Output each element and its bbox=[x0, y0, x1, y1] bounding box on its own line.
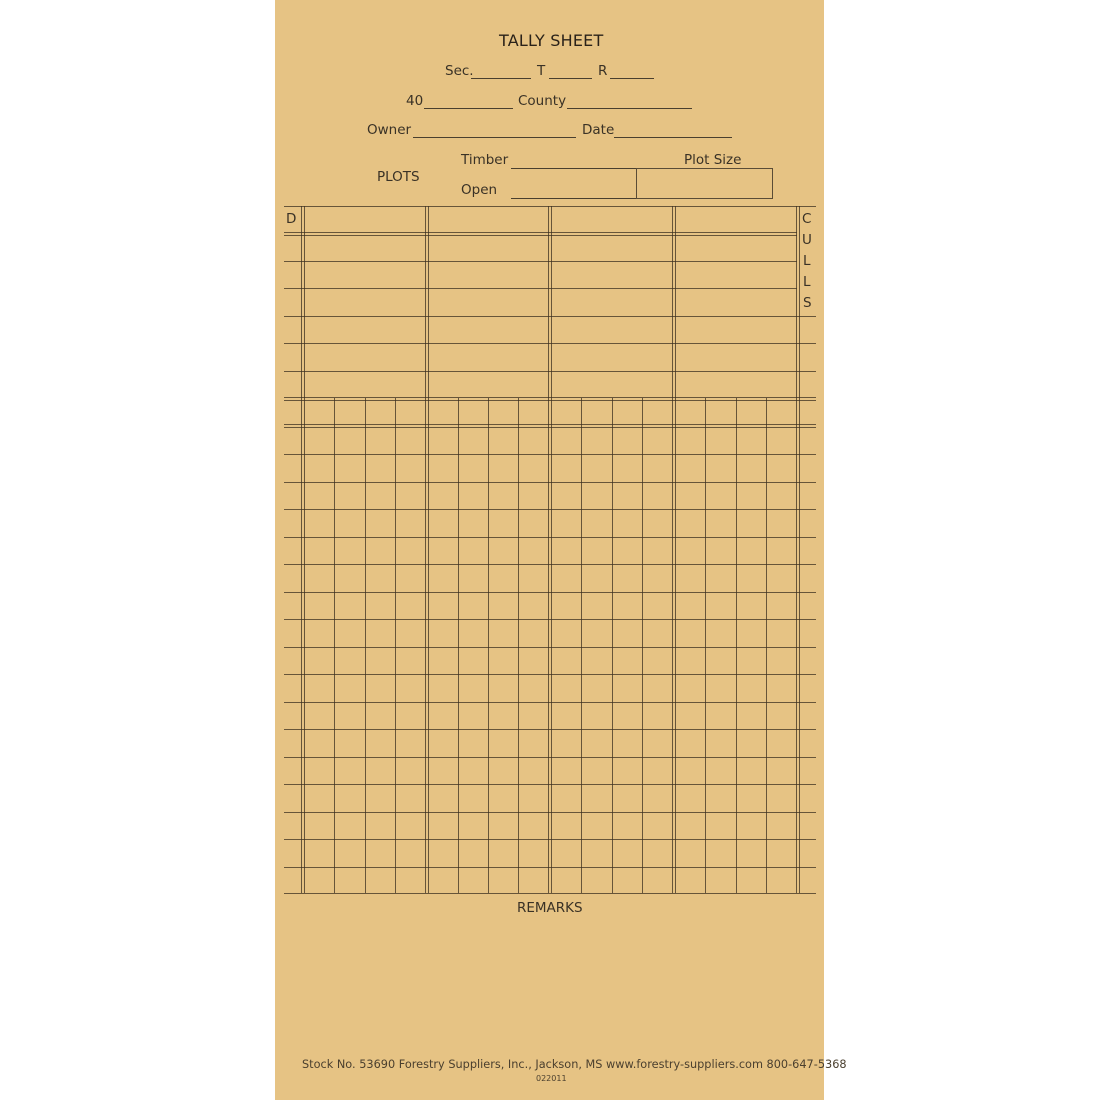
grid-subcolumn-line bbox=[488, 398, 489, 893]
grid-row-line bbox=[284, 232, 797, 233]
timber-label: Timber bbox=[461, 152, 509, 168]
grid-row-line bbox=[284, 316, 797, 317]
culls-letter-l2: L bbox=[803, 274, 811, 290]
grid-subcolumn-line bbox=[642, 398, 643, 893]
t-field[interactable] bbox=[549, 78, 592, 79]
remarks-area[interactable] bbox=[284, 920, 816, 1040]
county-label: County bbox=[518, 93, 567, 109]
grid-column-line bbox=[301, 206, 302, 893]
grid-row-line bbox=[284, 235, 797, 236]
r-field[interactable] bbox=[610, 78, 654, 79]
plot-size-label: Plot Size bbox=[684, 152, 742, 168]
grid-column-line bbox=[304, 206, 305, 893]
grid-column-line bbox=[799, 206, 800, 893]
culls-letter-u: U bbox=[802, 232, 812, 248]
grid-column-line bbox=[672, 206, 673, 893]
open-field[interactable] bbox=[511, 198, 637, 199]
open-label: Open bbox=[461, 182, 498, 198]
grid-row-line bbox=[284, 371, 816, 372]
county-field[interactable] bbox=[567, 108, 692, 109]
footer-code: 022011 bbox=[536, 1074, 567, 1083]
grid-subcolumn-line bbox=[581, 398, 582, 893]
grid-subcolumn-line bbox=[334, 398, 335, 893]
grid-column-line bbox=[548, 206, 549, 893]
grid-subcolumn-line bbox=[766, 398, 767, 893]
grid-row-line bbox=[284, 343, 816, 344]
grid-column-line bbox=[551, 206, 552, 893]
plots-label: PLOTS bbox=[377, 169, 420, 185]
grid-column-line bbox=[428, 206, 429, 893]
culls-letter-c: C bbox=[802, 211, 812, 227]
grid-row-line bbox=[284, 288, 797, 289]
t-label: T bbox=[537, 63, 546, 79]
culls-letter-s: S bbox=[803, 295, 812, 311]
grid-subcolumn-line bbox=[365, 398, 366, 893]
date-label: Date bbox=[582, 122, 615, 138]
owner-field[interactable] bbox=[413, 137, 576, 138]
owner-label: Owner bbox=[367, 122, 412, 138]
grid-subcolumn-line bbox=[612, 398, 613, 893]
culls-letter-l1: L bbox=[803, 253, 811, 269]
grid-subcolumn-line bbox=[736, 398, 737, 893]
grid-subcolumn-line bbox=[458, 398, 459, 893]
grid-column-line bbox=[425, 206, 426, 893]
grid-subcolumn-line bbox=[518, 398, 519, 893]
sec-label: Sec. bbox=[445, 63, 474, 79]
forty-label: 40 bbox=[406, 93, 424, 109]
grid-column-line bbox=[796, 206, 797, 893]
plot-size-box[interactable] bbox=[636, 168, 773, 199]
r-label: R bbox=[598, 63, 608, 79]
remarks-label: REMARKS bbox=[517, 900, 583, 916]
grid-top-line bbox=[284, 206, 816, 207]
forty-field[interactable] bbox=[424, 108, 513, 109]
grid-row-line bbox=[284, 261, 797, 262]
form-title: TALLY SHEET bbox=[499, 31, 604, 50]
d-column-label: D bbox=[286, 211, 297, 227]
grid-column-line bbox=[675, 206, 676, 893]
grid-subcolumn-line bbox=[395, 398, 396, 893]
grid-subcolumn-line bbox=[705, 398, 706, 893]
date-field[interactable] bbox=[614, 137, 732, 138]
grid-bottom-line bbox=[284, 893, 816, 894]
footer-text: Stock No. 53690 Forestry Suppliers, Inc., Jackson, MS www.forestry-suppliers.com 800-647-5368 bbox=[302, 1058, 847, 1071]
sec-field[interactable] bbox=[471, 78, 531, 79]
timber-field[interactable] bbox=[511, 168, 637, 169]
